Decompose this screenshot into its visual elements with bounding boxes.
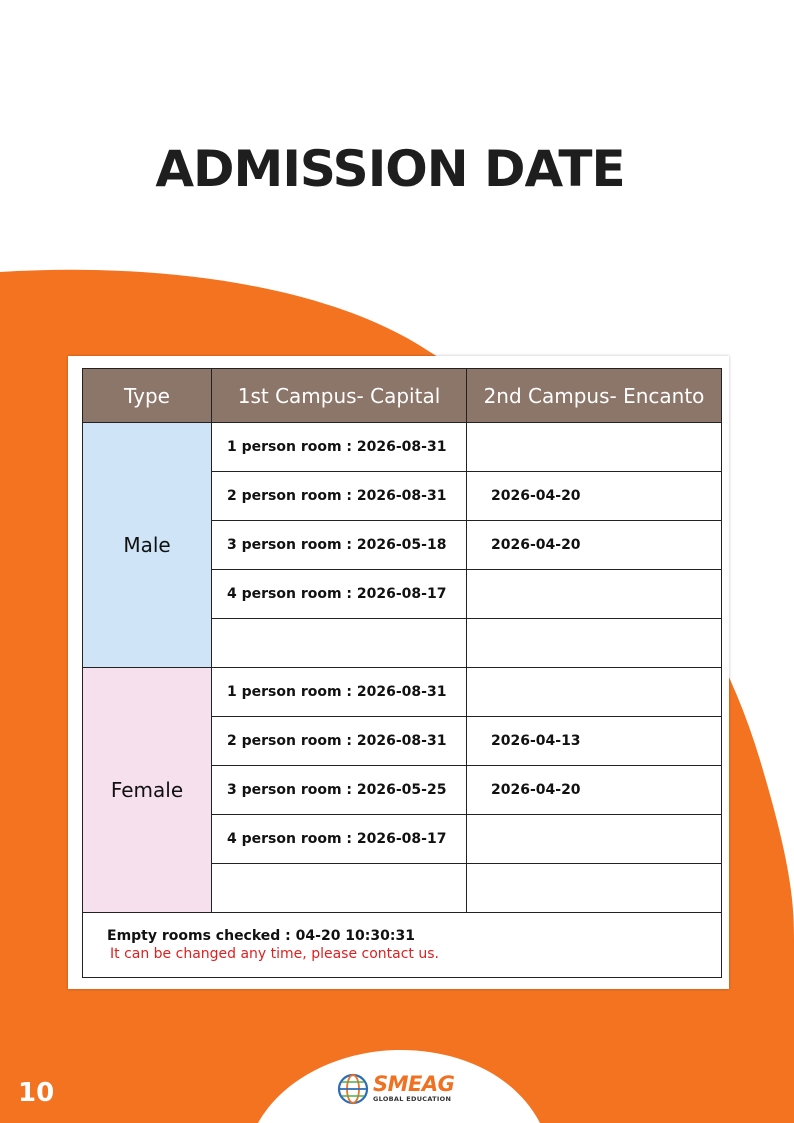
type-cell-female: Female (83, 668, 212, 913)
page-number: 10 (18, 1078, 55, 1108)
capital-cell: 1 person room : 2026-08-31 (212, 668, 467, 717)
table-row (83, 668, 722, 717)
encanto-cell (467, 864, 722, 913)
capital-cell: 3 person room : 2026-05-25 (212, 766, 467, 815)
empty-rooms-checked: Empty rooms checked : 04-20 10:30:31 (107, 928, 415, 944)
encanto-cell: 2026-04-20 (467, 521, 722, 570)
capital-cell: 2 person room : 2026-08-31 (212, 717, 467, 766)
admission-table (82, 368, 722, 978)
smeag-logo (337, 1071, 463, 1107)
encanto-cell: 2026-04-20 (467, 766, 722, 815)
change-notice: It can be changed any time, please contact us. (110, 946, 439, 962)
table-header-row (83, 369, 722, 423)
logo-subtitle: GLOBAL EDUCATION (373, 1095, 452, 1103)
capital-cell: 4 person room : 2026-08-17 (212, 570, 467, 619)
encanto-cell (467, 668, 722, 717)
page-title: ADMISSION DATE (155, 140, 625, 198)
capital-cell: 2 person room : 2026-08-31 (212, 472, 467, 521)
capital-cell: 1 person room : 2026-08-31 (212, 423, 467, 472)
table-row (83, 423, 722, 472)
capital-cell (212, 864, 467, 913)
encanto-cell (467, 423, 722, 472)
capital-cell: 3 person room : 2026-05-18 (212, 521, 467, 570)
capital-cell: 4 person room : 2026-08-17 (212, 815, 467, 864)
logo-wordmark: SMEAG (373, 1072, 455, 1096)
globe-icon (337, 1073, 369, 1105)
header-type: Type (83, 369, 212, 423)
table-footer-row (83, 913, 722, 978)
encanto-cell (467, 619, 722, 668)
capital-cell (212, 619, 467, 668)
encanto-cell (467, 815, 722, 864)
encanto-cell: 2026-04-20 (467, 472, 722, 521)
encanto-cell: 2026-04-13 (467, 717, 722, 766)
encanto-cell (467, 570, 722, 619)
header-encanto: 2nd Campus- Encanto (467, 369, 722, 423)
table-footer (83, 913, 722, 978)
header-capital: 1st Campus- Capital (212, 369, 467, 423)
type-cell-male: Male (83, 423, 212, 668)
